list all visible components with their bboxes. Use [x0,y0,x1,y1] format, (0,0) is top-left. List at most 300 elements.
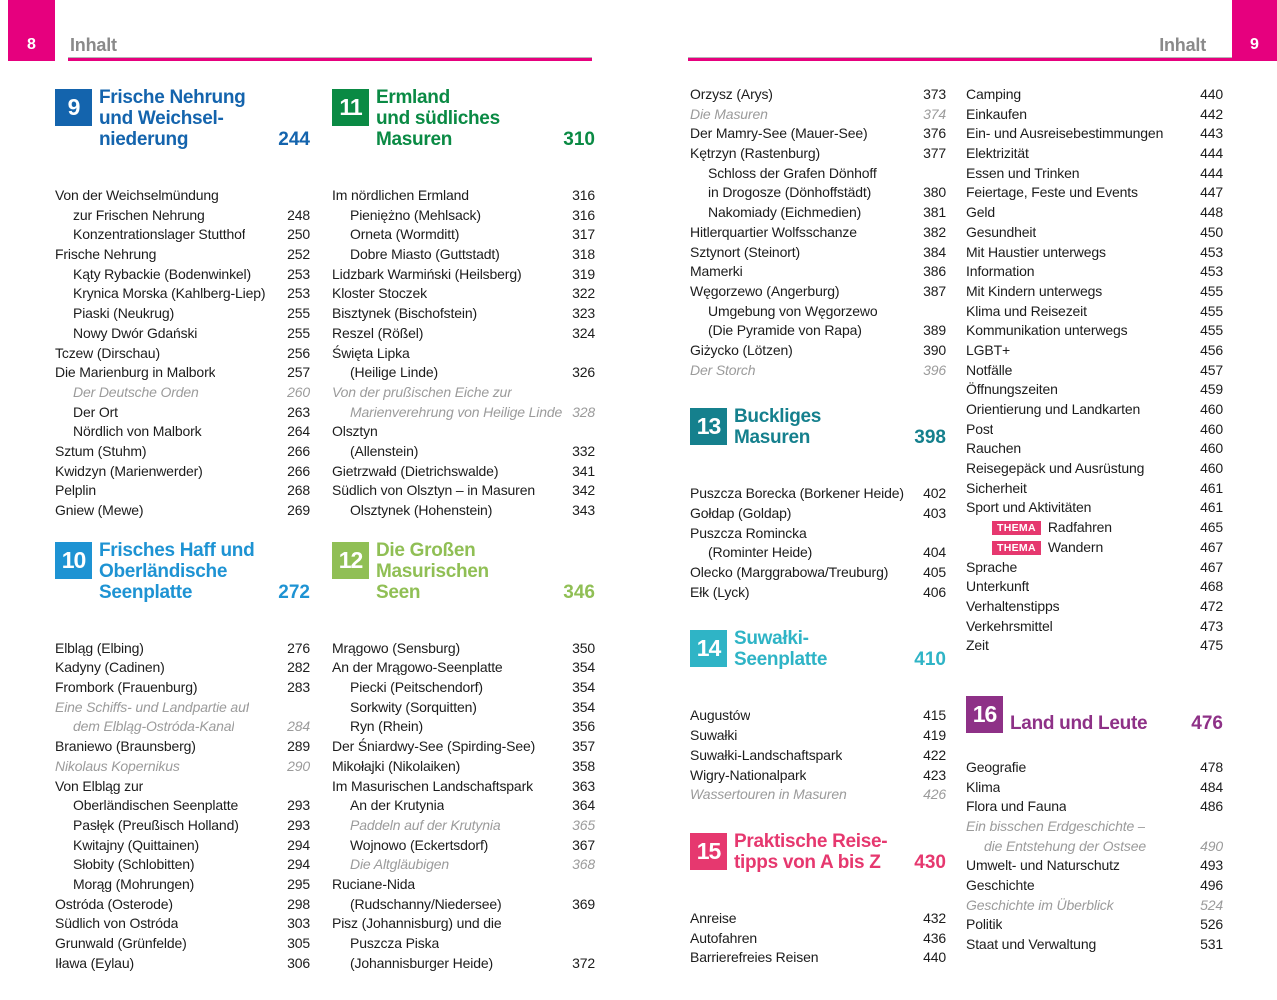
toc-entry-label: Nakomiady (Eichmedien) [708,204,862,221]
toc-entry-page: 472 [1200,597,1223,614]
toc-entry [966,420,1223,440]
toc-entry-label: Post [966,420,994,437]
toc-entry-label: Kwidzyn (Marienwerder) [55,462,203,479]
toc-entry-page: 276 [287,639,310,656]
chapter-number-badge: 15 [690,833,727,870]
toc-entry [690,203,946,223]
toc-entry [332,836,595,856]
toc-entry [332,324,595,344]
toc-entry [966,577,1223,597]
toc-entry-page: 436 [923,929,946,946]
toc-entry-label: Piaski (Neukrug) [73,305,175,322]
toc-entry [690,929,946,949]
toc-entry-label: Von der Weichselmündung [55,187,219,203]
toc-entry [690,785,946,805]
toc-entry-label: Frische Nehrung [55,246,157,263]
chapter-title-line: Land und Leute [1010,712,1148,734]
toc-entry-label: Umwelt- und Naturschutz [966,857,1120,874]
toc-entry-page: 473 [1200,617,1223,634]
toc-entry-page: 266 [287,442,310,459]
chapter-number-badge: 10 [55,542,92,579]
toc-entry-page: 389 [923,322,946,339]
toc-entry [55,855,310,875]
chapter-title-line: Frische Nehrung [99,87,246,108]
toc-entry-page: 324 [572,324,595,341]
toc-entry-page: 484 [1200,778,1223,795]
toc-entry [966,498,1223,518]
toc-entry [55,914,310,934]
toc-entry-page: 422 [923,746,946,763]
toc-entry [332,954,595,974]
toc-entry [690,361,946,381]
toc-entry-page: 316 [572,187,595,203]
toc-entry-label: Braniewo (Braunsberg) [55,738,196,755]
toc-entry [55,363,310,383]
toc-entry [332,855,595,875]
toc-entry [690,948,946,968]
toc-entry-label: Kwitajny (Quittainen) [73,836,200,853]
toc-entry-page: 440 [1200,86,1223,102]
toc-entry-page: 423 [923,766,946,783]
toc-entry-label: Nördlich von Malbork [73,423,202,440]
toc-entry-label: Sprache [966,558,1018,575]
toc-entry [332,934,595,954]
toc-entry [966,797,1223,817]
toc-entry [966,597,1223,617]
toc-entry [966,183,1223,203]
chapter-title-line: Seen [376,581,421,603]
toc-entry-label: dem Elbląg-Ostróda-Kanal [73,718,235,735]
toc-entry [55,816,310,836]
toc-entry-label: Umgebung von Węgorzewo [708,302,878,319]
toc-entry-page: 456 [1200,341,1223,358]
toc-entry-page: 493 [1200,857,1223,874]
toc-entry [966,479,1223,499]
toc-entry-label: Mit Kindern unterwegs [966,282,1103,299]
chapter-page-number: 410 [914,649,946,671]
toc-entry-label: (Rominter Heide) [708,544,813,561]
toc-entry-page: 350 [572,639,595,656]
toc-entry-label: Camping [966,86,1021,102]
chapter-page-number: 476 [1191,712,1223,734]
toc-entry [55,304,310,324]
toc-entry-page: 442 [1200,105,1223,122]
toc-entry-page: 475 [1200,637,1223,654]
toc-entry [332,757,595,777]
toc-entry-label: Suwałki-Landschaftspark [690,746,843,763]
toc-entry [55,462,310,482]
toc-column-3 [690,85,946,968]
toc-entry-page: 252 [287,246,310,263]
toc-entry-page: 465 [1200,519,1223,536]
toc-entry [332,875,595,895]
toc-entry-page: 306 [287,954,310,971]
chapter-title-line: Seenplatte [734,649,828,671]
toc-entry [966,856,1223,876]
chapter-number-badge: 13 [690,408,727,445]
toc-entry [690,144,946,164]
chapter-title-line: Ermland [376,87,450,108]
toc-entry-label: Puszcza Borecka (Borkener Heide) [690,485,904,502]
toc-entry-label: Schloss der Grafen Dönhoff [708,164,877,181]
toc-entry-label: Puszcza Piska [350,935,440,951]
toc-entry-page: 282 [287,659,310,676]
toc-entry-page: 403 [923,505,946,521]
toc-entry [690,766,946,786]
chapter-number-badge: 12 [332,542,369,579]
toc-entry-label: Tczew (Dirschau) [55,344,160,361]
toc-entry [55,324,310,344]
toc-entry [332,186,595,206]
toc-entry-label: Kadyny (Cadinen) [55,659,165,676]
toc-entry [55,777,310,797]
toc-entry [332,796,595,816]
toc-entry-label: Iława (Eylau) [55,954,134,971]
toc-entry [55,757,310,777]
toc-entry [332,481,595,501]
toc-entry-page: 386 [923,263,946,280]
toc-entry-page: 444 [1200,145,1223,162]
toc-entry-page: 432 [923,909,946,926]
toc-entry-page: 455 [1200,302,1223,319]
chapter-heading-9 [55,87,310,150]
toc-entry-page: 264 [287,423,310,440]
toc-entry-label: Die Altgläubigen [350,856,450,873]
toc-entry [966,164,1223,184]
toc-entry-label: Einkaufen [966,105,1027,122]
toc-entry-page: 461 [1200,479,1223,496]
toc-entry-page: 263 [287,403,310,420]
toc-entry-label: Elektrizität [966,145,1029,162]
toc-entry-label: Olsztynek (Hohenstein) [350,502,493,518]
toc-entry-page: 317 [572,226,595,243]
toc-entry-label: An der Mrągowo-Seenplatte [332,659,503,676]
page-number-box-right [1232,0,1277,61]
toc-entry-label: Flora und Fauna [966,798,1067,815]
toc-entry [332,777,595,797]
toc-entry [690,164,946,184]
toc-entry-label: Kętrzyn (Rastenburg) [690,145,821,162]
toc-entry [332,658,595,678]
toc-entry-label: Gniew (Mewe) [55,502,144,518]
toc-entry-label: Von der prußischen Eiche zur [332,383,512,400]
toc-entry-label: Politik [966,916,1003,933]
toc-entry-page: 269 [287,502,310,518]
toc-entry-label: Kommunikation unterwegs [966,322,1128,339]
toc-entry-label: Geografie [966,758,1027,775]
chapter-title-line: niederung [99,129,189,150]
toc-entry-label: Gołdap (Goldap) [690,505,792,521]
toc-entry-label: Klima und Reisezeit [966,302,1087,319]
toc-entry [332,225,595,245]
toc-entry-page: 323 [572,305,595,322]
toc-entry [690,105,946,125]
toc-entry [332,462,595,482]
toc-entry-label: (Rudschanny/Niedersee) [350,895,502,912]
toc-entry-page: 365 [572,816,595,833]
toc-entry [690,504,946,524]
toc-entry-page: 457 [1200,361,1223,378]
chapter-page-number: 310 [563,129,595,150]
toc-entry-label: Ostróda (Osterode) [55,895,173,912]
toc-entry-page: 255 [287,324,310,341]
toc-entry-page: 373 [923,86,946,102]
toc-entry [55,442,310,462]
chapter-number-badge: 14 [690,630,727,667]
chapter-number-badge: 16 [966,696,1003,733]
toc-entry [690,282,946,302]
toc-entry-page: 486 [1200,798,1223,815]
toc-entry-label: Święta Lipka [332,344,410,361]
toc-entry-page: 343 [572,502,595,518]
toc-entry [690,302,946,322]
toc-entry [966,837,1223,857]
toc-entry-page: 448 [1200,204,1223,221]
toc-entry-label: Mrągowo (Sensburg) [332,639,461,656]
toc-entry [55,265,310,285]
toc-entry-label: An der Krutynia [350,797,445,814]
toc-entry-page: 380 [923,184,946,201]
toc-entry-page: 319 [572,265,595,282]
toc-entry [690,524,946,544]
toc-entry [55,481,310,501]
toc-entry [966,617,1223,637]
toc-entry-label: Puszcza Romincka [690,524,807,541]
toc-entry-label: Barrierefreies Reisen [690,949,819,966]
toc-entry-page: 447 [1200,184,1223,201]
toc-entry-page: 318 [572,246,595,263]
toc-entry [966,144,1223,164]
chapter-title [376,540,595,603]
toc-entry-page: 289 [287,738,310,755]
toc-entry-page: 357 [572,738,595,755]
toc-entry [332,422,595,442]
toc-entry [966,380,1223,400]
toc-entry-label: Kąty Rybackie (Bodenwinkel) [73,265,252,282]
toc-entry [332,265,595,285]
toc-entry-label: (Allenstein) [350,442,419,459]
toc-entry-label: Mit Haustier unterwegs [966,243,1106,260]
toc-entry-page: 367 [572,836,595,853]
toc-entry-label: Morąg (Mohrungen) [73,875,195,892]
toc-entry-page: 390 [923,341,946,358]
chapter-title-line: Oberländische [99,560,228,582]
toc-entry [55,403,310,423]
thema-badge: THEMA [992,521,1041,535]
toc-entry-label: Südlich von Olsztyn – in Masuren [332,482,535,499]
toc-entry [55,934,310,954]
toc-entry-label: Im Masurischen Landschaftspark [332,777,533,794]
toc-entry [55,836,310,856]
toc-entry [966,935,1223,955]
toc-entry-label: Słobity (Schlobitten) [73,856,195,873]
toc-entry-label: Wojnowo (Eckertsdorf) [350,836,489,853]
toc-entry [690,746,946,766]
toc-entry [966,915,1223,935]
toc-entry-label: Von Elbląg zur [55,777,144,794]
toc-entry-page: 248 [287,206,310,223]
toc-entry [690,563,946,583]
toc-entry-label: Geschichte im Überblick [966,896,1114,913]
toc-entry [690,262,946,282]
toc-entry-label: (Die Pyramide von Rapa) [708,322,862,339]
toc-entry [966,439,1223,459]
toc-entry [690,706,946,726]
toc-entry-label: Pieniężno (Mehlsack) [350,206,481,223]
toc-entry-label: Kloster Stoczek [332,285,428,302]
chapter-title-line: Seenplatte [99,581,193,603]
toc-entry-label: Geld [966,204,995,221]
toc-entry-page: 341 [572,462,595,479]
toc-entry-label: Südlich von Ostróda [55,915,179,932]
toc-entry-label: Gietrzwałd (Dietrichswalde) [332,462,499,479]
chapter-title-line: und südliches [376,108,500,129]
chapter-title-line: Die Großen [376,539,476,561]
toc-entry-page: 284 [287,718,310,735]
toc-entry-page: 368 [572,856,595,873]
toc-entry-label: Sorkwity (Sorquitten) [350,698,477,715]
toc-entry-label: Hitlerquartier Wolfsschanze [690,223,857,240]
toc-entry [55,698,310,718]
toc-entry-label: Mamerki [690,263,743,280]
chapter-title-line: Praktische Reise- [734,830,888,852]
toc-entry-label: Nowy Dwór Gdański [73,324,198,341]
header-rule-right [688,57,1232,61]
toc-entry [332,403,595,423]
toc-entry [690,341,946,361]
toc-entry [332,344,595,364]
chapter-title [376,87,595,150]
toc-entry-label: Ein bisschen Erdgeschichte – [966,818,1146,834]
toc-entry [966,778,1223,798]
toc-entry [966,636,1223,656]
toc-entry-page: 295 [287,875,310,892]
toc-entry [332,442,595,462]
toc-entry [690,321,946,341]
chapter-title-line: tipps von A bis Z [734,851,881,873]
toc-entry [55,186,310,206]
toc-entry-page: 257 [287,364,310,381]
toc-entry [332,383,595,403]
toc-entry [966,262,1223,282]
toc-entry-page: 294 [287,856,310,873]
toc-entry-page: 402 [923,485,946,502]
toc-entry [332,816,595,836]
toc-entry-page: 369 [572,895,595,912]
toc-entry-label: Ruciane-Nida [332,875,416,892]
toc-entry [332,304,595,324]
toc-entry-page: 255 [287,305,310,322]
toc-column-4 [966,85,1223,955]
toc-entry-page: 455 [1200,322,1223,339]
chapter-title-line: Suwałki- [734,628,809,650]
toc-entry [966,302,1223,322]
toc-entry-page: 460 [1200,420,1223,437]
toc-entry-label: Notfälle [966,361,1013,378]
toc-entry-page: 305 [287,935,310,951]
toc-entry-label: Autofahren [690,929,757,946]
toc-entry [55,344,310,364]
toc-entry [55,501,310,521]
toc-entry [55,895,310,915]
toc-entry [966,105,1223,125]
toc-entry-page: 460 [1200,440,1223,457]
toc-entry [332,501,595,521]
toc-entry-page: 322 [572,285,595,302]
toc-entry-page: 460 [1200,401,1223,417]
toc-entry-page: 524 [1200,896,1223,913]
toc-entry [966,124,1223,144]
toc-entry-label: Die Marienburg in Malbork [55,364,216,381]
toc-entry-page: 376 [923,125,946,142]
toc-entry-label: Frombork (Frauenburg) [55,679,198,696]
toc-entry-label: LGBT+ [966,341,1010,358]
toc-entry-page: 354 [572,698,595,715]
toc-entry-label: Lidzbark Warmiński (Heilsberg) [332,265,522,282]
toc-entry [966,876,1223,896]
chapter-heading-14 [690,628,946,670]
toc-entry-page: 426 [923,786,946,803]
toc-entry-label: Konzentrationslager Stutthof [73,226,246,243]
toc-entry-page: 490 [1200,837,1223,854]
toc-entry-page: 382 [923,223,946,240]
toc-entry-label: Sport und Aktivitäten [966,499,1092,516]
toc-entry-label: Im nördlichen Ermland [332,187,469,203]
toc-entry [332,284,595,304]
toc-entry-label: Oberländischen Seenplatte [73,797,239,814]
toc-entry-label: Wigry-Nationalpark [690,766,807,783]
toc-entry-page: 377 [923,145,946,162]
toc-entry-label: Orientierung und Landkarten [966,401,1141,417]
toc-entry-page: 316 [572,206,595,223]
toc-entry-page: 332 [572,442,595,459]
toc-entry-page: 354 [572,659,595,676]
chapter-number-badge: 11 [332,89,369,126]
toc-entry-page: 303 [287,915,310,932]
toc-entry-page: 453 [1200,243,1223,260]
toc-entry-label: Der Deutsche Orden [73,383,199,400]
toc-entry [55,875,310,895]
chapter-page-number: 346 [563,581,595,603]
chapter-title-line: Masuren [376,129,453,150]
toc-entry-page: 387 [923,282,946,299]
toc-entry-label: Die Masuren [690,105,768,122]
toc-entry-page: 250 [287,226,310,243]
toc-entry-page: 467 [1200,558,1223,575]
toc-entry-page: 531 [1200,936,1223,953]
toc-entry-page: 444 [1200,164,1223,181]
toc-entry [690,726,946,746]
toc-entry-label: Der Storch [690,361,756,378]
toc-entry-label: Verkehrsmittel [966,617,1053,634]
toc-entry [332,678,595,698]
toc-entry-page: 342 [572,482,595,499]
toc-entry [690,124,946,144]
toc-entry [690,243,946,263]
toc-entry [966,896,1223,916]
toc-entry-label: Wassertouren in Masuren [690,786,847,803]
toc-entry [690,183,946,203]
toc-entry-page: 364 [572,797,595,814]
chapter-page-number: 244 [278,129,310,150]
chapter-number-badge: 9 [55,89,92,126]
toc-entry [55,206,310,226]
toc-entry-label: Sztum (Stuhm) [55,442,147,459]
page-number-box-left [8,0,55,61]
toc-entry [332,363,595,383]
chapter-page-number: 272 [278,581,310,603]
toc-entry-page: 415 [923,707,946,724]
